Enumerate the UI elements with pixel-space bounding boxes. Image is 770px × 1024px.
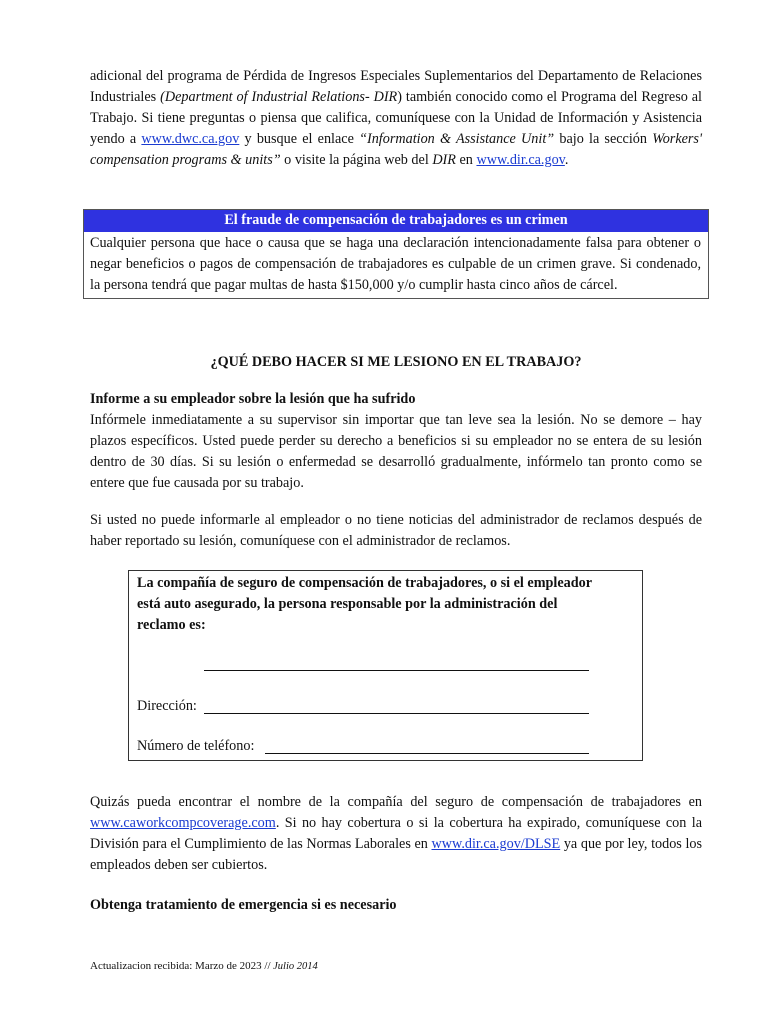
insurer-info-title: La compañía de seguro de compensación de trabajadores, o si el empleador está auto asegurado, la persona responsable por la administración del reclamo es:	[137, 575, 592, 633]
intro-text-3: y busque el enlace	[239, 131, 360, 147]
intro-text-1-italic: (Department of Industrial Relations- DIR	[160, 89, 398, 105]
footer-date: Julio 2014	[270, 961, 318, 972]
intro-text-5: o visite la página web del	[280, 152, 433, 168]
report-injury-section	[90, 389, 702, 494]
coverage-text-2: . Si no hay cobertura o si la cobertura ha expirado, comuníquese con la División para el Cumplimiento de las Normas Laborales en	[90, 815, 702, 852]
dlse-link[interactable]: www.dir.ca.gov/DLSE	[431, 836, 561, 852]
intro-text-2: ) también conocido como el Programa del Regreso al Trabajo. Si tiene preguntas o piensa que califica, comuníquese con la Unidad de Información y Asistencia yendo a	[90, 89, 702, 147]
coverage-text-1: Quizás pueda encontrar el nombre de la compañía del seguro de compensación de trabajadores en	[90, 794, 702, 810]
caworkcomp-link[interactable]: www.caworkcompcoverage.com	[90, 815, 276, 831]
footer-text: Actualizacion recibida: Marzo de 2023 //	[90, 960, 271, 972]
intro-text-4-italic: Workers' compensation programs & units”	[90, 131, 702, 168]
fraud-notice-box	[83, 209, 709, 299]
address-label: Dirección:	[137, 698, 197, 714]
emergency-treatment-heading: Obtenga tratamiento de emergencia si es necesario	[90, 897, 397, 913]
contact-administrator-section	[90, 510, 702, 552]
coverage-text-3: ya que por ley, todos los empleados deben ser cubiertos.	[90, 836, 703, 873]
dir-link[interactable]: www.dir.ca.gov	[476, 152, 565, 168]
intro-paragraph	[90, 66, 702, 171]
insurer-info-box	[128, 570, 643, 761]
report-injury-heading: Informe a su empleador sobre la lesión que ha sufrido	[90, 391, 416, 407]
intro-text-6: en	[455, 152, 477, 168]
phone-label: Número de teléfono:	[137, 738, 255, 754]
main-heading: ¿QUÉ DEBO HACER SI ME LESIONO EN EL TRABAJO?	[210, 354, 582, 370]
coverage-lookup-section	[90, 792, 702, 876]
intro-text-5-italic: DIR	[432, 152, 456, 168]
fraud-notice-title: El fraude de compensación de trabajadores es un crimen	[84, 210, 708, 232]
intro-text-3-italic: “Information & Assistance Unit”	[359, 131, 555, 147]
phone-line[interactable]	[265, 753, 589, 754]
dwc-link[interactable]: www.dwc.ca.gov	[141, 131, 240, 147]
insurer-name-line[interactable]	[204, 670, 589, 671]
page-footer	[90, 960, 318, 972]
report-injury-body: Infórmele inmediatamente a su supervisor sin importar que tan leve sea la lesión. No se demore – hay plazos específicos. Usted puede perder su derecho a beneficios si su empleador no se entera de su lesión dentro de 30 días. Si su lesión o enfermedad se desarrolló gradualmente, infórmelo tan pronto como se entere que fue causada por su trabajo.	[90, 412, 702, 491]
contact-administrator-body: Si usted no puede informarle al empleador o no tiene noticias del administrador de reclamos después de haber reportado su lesión, comuníquese con el administrador de reclamos.	[90, 512, 702, 549]
intro-text-7: .	[564, 152, 569, 168]
intro-text-4: bajo la sección	[554, 131, 653, 147]
fraud-notice-body: Cualquier persona que hace o causa que se haga una declaración intencionadamente falsa para obtener o negar beneficios o pagos de compensación de trabajadores es culpable de un crimen grave. Si condenado, la persona tendrá que pagar multas de hasta $150,000 y/o cumplir hasta cinco años de cárcel.	[90, 235, 701, 293]
intro-text-1: adicional del programa de Pérdida de Ingresos Especiales Suplementarios del Departamento de Relaciones Industriales	[90, 68, 702, 105]
address-line[interactable]	[204, 713, 589, 714]
